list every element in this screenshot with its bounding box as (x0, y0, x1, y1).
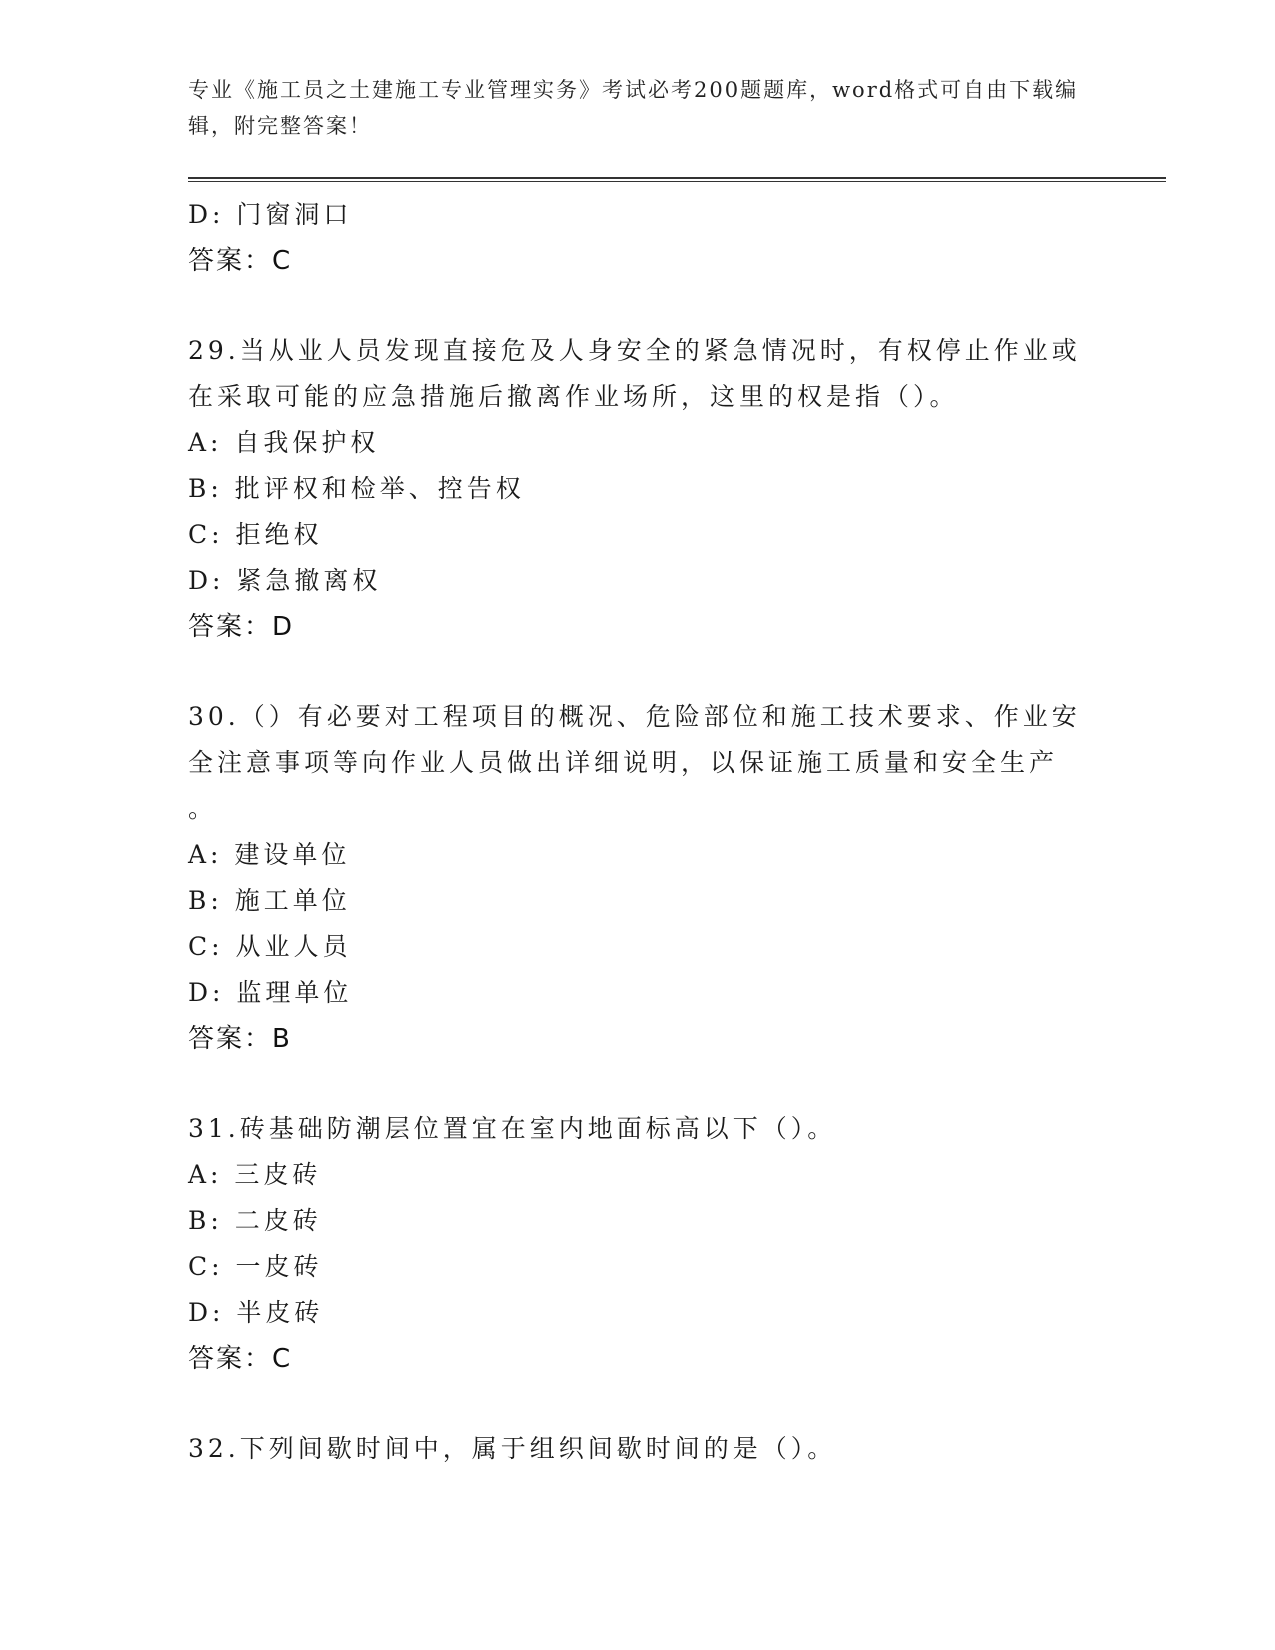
option-a: A: 建设单位 (188, 840, 351, 869)
option-c: C: 一皮砖 (188, 1252, 323, 1281)
answer-label: 答案：C (188, 1344, 293, 1374)
question-stem: 。 (188, 794, 218, 823)
question-stem: 31.砖基础防潮层位置宜在室内地面标高以下（）。 (188, 1114, 837, 1143)
answer-label: 答案：C (188, 246, 293, 276)
option-d: D: 紧急撤离权 (188, 566, 382, 595)
option-d: D: 门窗洞口 (188, 200, 353, 229)
question-32 (188, 1426, 1088, 1472)
answer-label: 答案：D (188, 612, 295, 642)
question-stem: 32.下列间歇时间中，属于组织间歇时间的是（）。 (188, 1434, 837, 1463)
option-a: A: 自我保护权 (188, 428, 380, 457)
option-d: D: 监理单位 (188, 978, 353, 1007)
header-divider (188, 177, 1166, 182)
question-stem: 29.当从业人员发现直接危及人身安全的紧急情况时，有权停止作业或 (188, 336, 1081, 365)
document-body (188, 192, 1088, 1472)
question-31 (188, 1106, 1088, 1382)
question-stem: 全注意事项等向作业人员做出详细说明，以保证施工质量和安全生产 (188, 748, 1059, 777)
option-a: A: 三皮砖 (188, 1160, 322, 1189)
question-stem: 在采取可能的应急措施后撤离作业场所，这里的权是指（）。 (188, 382, 959, 411)
option-b: B: 施工单位 (188, 886, 351, 915)
answer-label: 答案：B (188, 1024, 292, 1054)
header-title: 专业《施工员之土建施工专业管理实务》考试必考200题题库，word格式可自由下载编辑，附完整答案！ (188, 78, 1079, 138)
question-30 (188, 694, 1088, 1062)
option-b: B: 批评权和检举、控告权 (188, 474, 525, 503)
document-header (188, 72, 1088, 144)
option-b: B: 二皮砖 (188, 1206, 322, 1235)
option-c: C: 从业人员 (188, 932, 352, 961)
option-c: C: 拒绝权 (188, 520, 323, 549)
option-d: D: 半皮砖 (188, 1298, 324, 1327)
question-29 (188, 328, 1088, 650)
question-stem: 30.（）有必要对工程项目的概况、危险部位和施工技术要求、作业安 (188, 702, 1081, 731)
